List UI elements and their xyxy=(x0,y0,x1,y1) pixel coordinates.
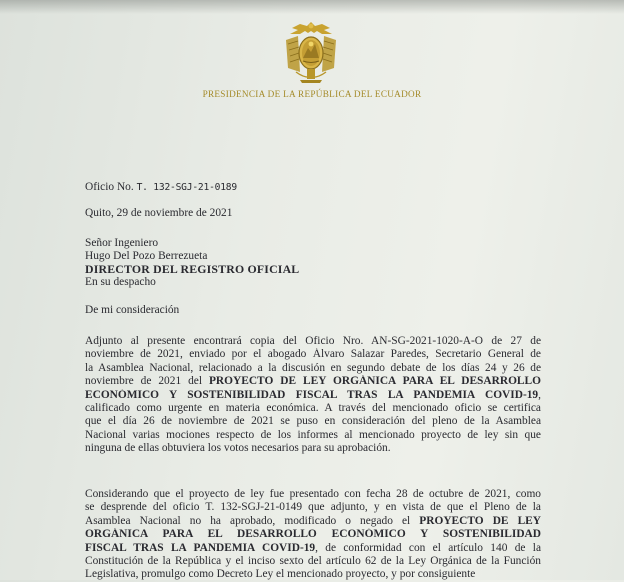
greeting: De mi consideración xyxy=(85,304,180,316)
text-line xyxy=(85,429,541,442)
text-segment: calificado como urgente en materia económica. A través del mencionado oficio se certifica xyxy=(85,402,541,415)
oficio-label: Oficio No. xyxy=(85,181,134,193)
bold-text: PROYECTO DE LEY xyxy=(419,514,541,527)
ecuador-coat-of-arms-icon xyxy=(278,20,344,86)
bold-text: ORGÁNICA PARA EL DESARROLLO ECONÓMICO Y SOSTENIBILIDAD xyxy=(85,528,541,541)
recipient-title: Señor Ingeniero xyxy=(85,237,159,249)
text-line xyxy=(85,488,541,501)
recipient-location: En su despacho xyxy=(85,276,156,288)
text-segment: noviembre de 2021, enviado por el abogado Álvaro Salazar Paredes, Secretario General de xyxy=(85,348,541,361)
text-line xyxy=(85,402,541,415)
text-segment: Asamblea Nacional no ha aprobado, modificado o negado el xyxy=(85,514,420,527)
text-segment: se desprende del oficio T. 132-SGJ-21-0149 que adjunto, y en vista de que el Pleno de la xyxy=(85,501,541,514)
recipient-name: Hugo Del Pozo Berrezueta xyxy=(85,250,208,262)
text-segment: noviembre de 2021 del xyxy=(85,375,209,388)
text-segment: Considerando que el proyecto de ley fue presentado con fecha 28 de octubre de 2021, como xyxy=(85,488,541,500)
paragraph-1 xyxy=(85,335,541,456)
text-segment: ninguna de ellas obtuviera los votos necesarios para su aprobación. xyxy=(85,442,391,455)
oficio-number: T. 132-SGJ-21-0189 xyxy=(136,182,237,193)
page-shadow xyxy=(0,0,624,14)
text-segment: Legislativa, promulgo como Decreto Ley el mencionado proyecto, y por consiguiente xyxy=(85,568,476,581)
paragraph-2 xyxy=(85,488,541,582)
text-segment: que el día 26 de noviembre de 2021 se puso en consideración del pleno de la Asamblea xyxy=(85,415,541,428)
bold-text: ECONÓMICO Y SOSTENIBILIDAD FISCAL TRAS LA PANDEMIA COVID-19 xyxy=(85,388,539,401)
place-date: Quito, 29 de noviembre de 2021 xyxy=(85,207,233,219)
bold-text: PROYECTO DE LEY ORGÁNICA PARA EL DESARROLLO xyxy=(208,375,541,388)
text-line xyxy=(85,389,541,402)
text-line xyxy=(85,515,541,528)
text-line xyxy=(85,362,541,375)
text-segment: , xyxy=(538,388,541,401)
bold-text: FISCAL TRAS LA PANDEMIA COVID-19 xyxy=(85,541,316,554)
text-line xyxy=(85,542,541,555)
text-segment: Nacional varias mociones respecto de los informes al mencionado proyecto de ley sin que xyxy=(85,428,541,441)
text-line xyxy=(85,442,541,455)
text-segment: Adjunto al presente encontrará copia del Oficio Nro. AN-SG-2021-1020-A-O de 27 de xyxy=(85,335,541,347)
recipient-position: DIRECTOR DEL REGISTRO OFICIAL xyxy=(85,262,300,276)
text-line xyxy=(85,415,541,428)
text-line xyxy=(85,555,541,568)
text-line xyxy=(85,501,541,514)
text-line xyxy=(85,335,541,348)
text-line xyxy=(85,528,541,541)
text-line xyxy=(85,348,541,361)
oficio-line xyxy=(85,181,237,194)
text-segment: la Asamblea Nacional, relacionado a la discusión en segundo debate de los días 24 y 26 de xyxy=(85,361,541,374)
institution-name: PRESIDENCIA DE LA REPÚBLICA DEL ECUADOR xyxy=(202,89,422,99)
text-line xyxy=(85,375,541,388)
text-segment: , de conformidad con el artículo 140 de la xyxy=(315,541,541,554)
text-segment: Constitución de la República y el inciso sexto del artículo 62 de la Ley Orgánica de la Función xyxy=(85,555,541,568)
